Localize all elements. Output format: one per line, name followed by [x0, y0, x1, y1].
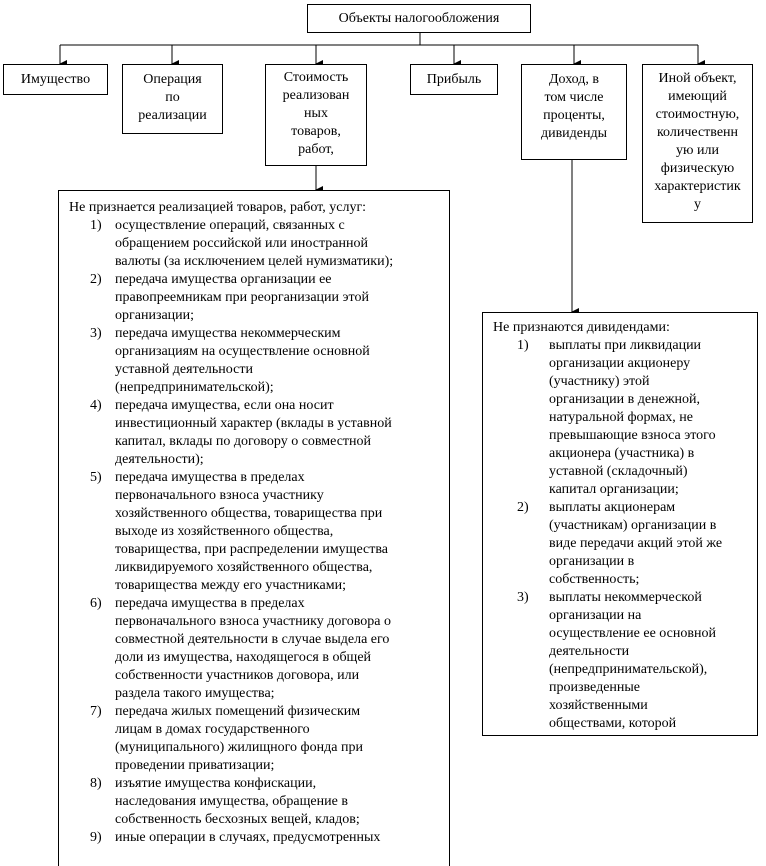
- item-line: доли из имущества, находящегося в общей: [115, 650, 372, 665]
- object-other: [642, 64, 753, 223]
- object-cost-line: работ,: [298, 142, 334, 157]
- item-line: передача имущества организации ее: [115, 272, 332, 287]
- item-line: правопреемникам при реорганизации этой: [115, 290, 369, 305]
- item-line: выплаты при ликвидации: [549, 338, 702, 353]
- item-line: инвестиционный характер (вклады в уставной: [115, 416, 392, 431]
- item-line: (участникам) организации в: [549, 518, 717, 533]
- object-income-line: том числе: [544, 90, 604, 105]
- list-item: [69, 595, 445, 703]
- object-other-line: у: [694, 197, 701, 212]
- item-line: ликвидируемого хозяйственного общества,: [115, 560, 373, 575]
- object-other-line: характеристик: [654, 179, 741, 194]
- item-number: 9): [90, 830, 102, 845]
- item-line: изъятие имущества конфискации,: [115, 776, 317, 791]
- list-item: [69, 271, 445, 325]
- list-item: [69, 217, 445, 271]
- object-income-line: дивиденды: [540, 126, 608, 141]
- object-income-line: Доход, в: [549, 72, 599, 87]
- object-income-line: проценты,: [543, 108, 605, 123]
- item-line: деятельности);: [115, 452, 204, 467]
- item-number: 1): [90, 218, 102, 233]
- item-line: собственности участников договора, или: [115, 668, 360, 683]
- realization-exclusions-box: [58, 190, 450, 866]
- item-line: уставной (складочный): [549, 464, 688, 479]
- object-profit: [410, 64, 498, 95]
- object-income: [521, 64, 627, 160]
- object-profit-label: Прибыль: [426, 72, 482, 87]
- list-item: [69, 469, 445, 595]
- item-line: первоначального взноса участнику: [115, 488, 324, 503]
- item-line: проведении приватизации;: [115, 758, 275, 773]
- item-line: (непредпринимательской),: [549, 662, 708, 677]
- item-number: 4): [90, 398, 102, 413]
- root-label: Объекты налогообложения: [338, 11, 500, 26]
- dividend-exclusions-box: [482, 312, 758, 736]
- item-line: обращением российской или иностранной: [115, 236, 368, 251]
- dividend-exclusions-title: Не признаются дивидендами:: [493, 320, 670, 335]
- item-line: капитал организации;: [549, 482, 679, 497]
- item-line: передача имущества некоммерческим: [115, 326, 341, 341]
- item-line: валюты (за исключением целей нумизматики);: [115, 254, 394, 269]
- item-line: передача жилых помещений физическим: [115, 704, 361, 719]
- item-line: лицам в домах государственного: [115, 722, 310, 737]
- item-line: выплаты некоммерческой: [549, 590, 702, 605]
- list-item: [493, 499, 753, 589]
- list-item: [493, 337, 753, 499]
- object-other-line: количественн: [656, 125, 739, 140]
- object-operation-line: по: [165, 90, 180, 105]
- item-line: иные операции в случаях, предусмотренных: [115, 830, 381, 845]
- object-cost-line: товаров,: [291, 124, 341, 139]
- item-line: организации на: [549, 608, 642, 623]
- item-line: виде передачи акций этой же: [549, 536, 723, 551]
- dividend-exclusions-list: [493, 337, 753, 733]
- object-cost: [265, 64, 367, 166]
- item-line: (муниципального) жилищного фонда при: [115, 740, 363, 755]
- object-other-line: физическую: [660, 161, 735, 176]
- item-number: 8): [90, 776, 102, 791]
- item-line: собственность;: [549, 572, 640, 587]
- item-line: передача имущества в пределах: [115, 470, 305, 485]
- item-line: произведенные: [549, 680, 641, 695]
- realization-exclusions-list: [69, 217, 445, 847]
- item-line: собственность бесхозных вещей, кладов;: [115, 812, 360, 827]
- item-line: превышающие взноса этого: [549, 428, 716, 443]
- object-other-line: Иной объект,: [658, 71, 737, 86]
- object-property-label: Имущество: [20, 72, 91, 87]
- item-number: 5): [90, 470, 102, 485]
- item-line: товарищества между его участниками;: [115, 578, 346, 593]
- item-line: наследования имущества, обращение в: [115, 794, 348, 809]
- root-node: [307, 4, 531, 33]
- item-line: хозяйственного общества, товарищества при: [115, 506, 383, 521]
- item-number: 2): [517, 500, 529, 515]
- item-line: раздела такого имущества;: [115, 686, 275, 701]
- item-number: 1): [517, 338, 529, 353]
- list-item: [69, 397, 445, 469]
- item-line: организации акционеру: [549, 356, 691, 371]
- item-line: передача имущества, если она носит: [115, 398, 334, 413]
- item-number: 2): [90, 272, 102, 287]
- item-line: (непредпринимательской);: [115, 380, 274, 395]
- item-line: выходе из хозяйственного общества,: [115, 524, 334, 539]
- item-number: 6): [90, 596, 102, 611]
- object-property: [3, 64, 108, 95]
- list-item: [69, 775, 445, 829]
- object-operation: [122, 64, 223, 134]
- object-other-line: ую или: [676, 143, 719, 158]
- item-line: обществами, которой: [549, 716, 677, 731]
- item-number: 3): [90, 326, 102, 341]
- realization-exclusions-title: Не признается реализацией товаров, работ, услуг:: [69, 200, 367, 215]
- item-line: товарищества, при распределении имущества: [115, 542, 388, 557]
- item-line: организации;: [115, 308, 195, 323]
- item-line: деятельности: [549, 644, 630, 659]
- object-operation-line: реализации: [138, 108, 207, 123]
- object-operation-line: Операция: [143, 72, 202, 87]
- object-cost-line: реализован: [282, 88, 350, 103]
- item-line: организации в денежной,: [549, 392, 700, 407]
- item-line: акционера (участника) в: [549, 446, 695, 461]
- item-line: совместной деятельности в случае выдела его: [115, 632, 390, 647]
- item-number: 7): [90, 704, 102, 719]
- item-line: натуральной формах, не: [549, 410, 694, 425]
- list-item: [69, 829, 445, 847]
- object-cost-line: Стоимость: [283, 70, 349, 85]
- object-other-line: имеющий: [668, 89, 727, 104]
- item-line: передача имущества в пределах: [115, 596, 305, 611]
- item-line: осуществление операций, связанных с: [115, 218, 345, 233]
- item-line: организации в: [549, 554, 635, 569]
- list-item: [69, 325, 445, 397]
- item-line: (участнику) этой: [549, 374, 650, 389]
- item-line: осуществление ее основной: [549, 626, 716, 641]
- item-line: хозяйственными: [549, 698, 648, 713]
- list-item: [493, 589, 753, 733]
- item-line: уставной деятельности: [115, 362, 253, 377]
- object-other-line: стоимостную,: [655, 107, 740, 122]
- item-line: организациям на осуществление основной: [115, 344, 370, 359]
- item-line: капитал, вклады по договору о совместной: [115, 434, 372, 449]
- object-cost-line: ных: [304, 106, 328, 121]
- item-line: выплаты акционерам: [549, 500, 676, 515]
- item-line: первоначального взноса участнику договора о: [115, 614, 392, 629]
- item-number: 3): [517, 590, 529, 605]
- list-item: [69, 703, 445, 775]
